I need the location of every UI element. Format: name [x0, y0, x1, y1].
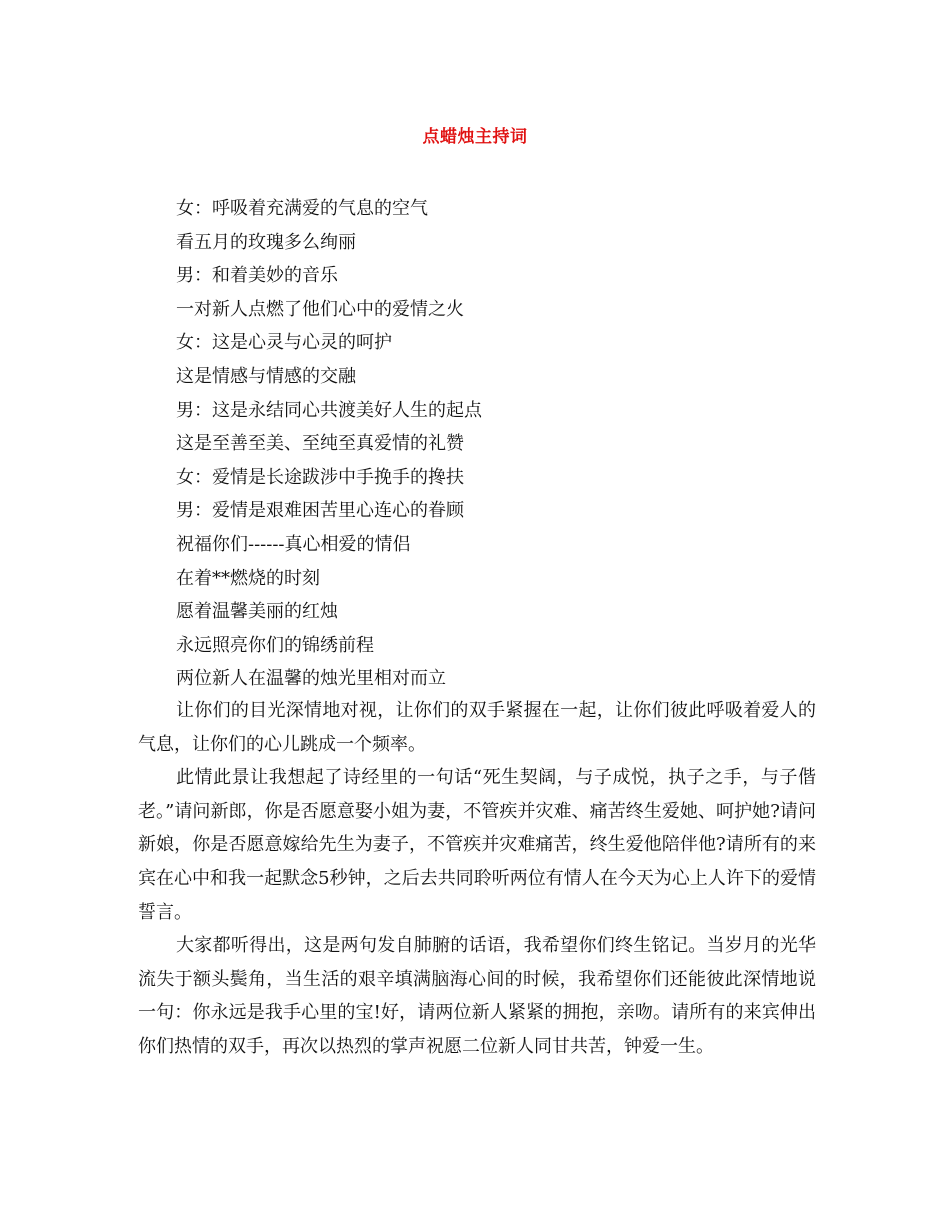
paragraph: 让你们的目光深情地对视，让你们的双手紧握在一起，让你们彼此呼吸着爱人的气息，让你们的心儿跳成一个频率。 — [138, 700, 816, 755]
dialogue-line: 在着**燃烧的时刻 — [176, 567, 320, 589]
dialogue-line: 一对新人点燃了他们心中的爱情之火 — [176, 298, 464, 320]
dialogue-line: 男：和着美妙的音乐 — [176, 265, 338, 287]
dialogue-lines — [176, 192, 816, 696]
dialogue-line: 两位新人在温馨的烛光里相对而立 — [176, 668, 446, 690]
document-title: 点蜡烛主持词 — [422, 127, 528, 147]
dialogue-line: 男：爱情是艰难困苦里心连心的眷顾 — [176, 500, 464, 522]
dialogue-line: 女：呼吸着充满爱的气息的空气 — [176, 198, 428, 219]
dialogue-line: 永远照亮你们的锦绣前程 — [176, 634, 374, 656]
dialogue-line: 看五月的玫瑰多么绚丽 — [176, 231, 356, 253]
dialogue-line: 女：爱情是长途跋涉中手挽手的搀扶 — [176, 466, 464, 488]
body-paragraphs — [138, 694, 816, 1064]
dialogue-line: 祝福你们------真心相爱的情侣 — [176, 533, 411, 555]
dialogue-line: 男：这是永结同心共渡美好人生的起点 — [176, 399, 482, 421]
paragraph: 此情此景让我想起了诗经里的一句话“死生契阔，与子成悦，执子之手，与子偕老。”请问新郎，你是否愿意娶小姐为妻，不管疾并灾难、痛苦终生爱她、呵护她?请问新娘，你是否愿意嫁给先生为妻子，不管疾并灾难痛苦，终生爱他陪伴他?请所有的来宾在心中和我一起默念5秒钟，之后去共同聆听两位有情人在今天为心上人许下的爱情誓言。 — [138, 767, 816, 923]
paragraph: 大家都听得出，这是两句发自肺腑的话语，我希望你们终生铭记。当岁月的光华流失于额头鬓角，当生活的艰辛填满脑海心间的时候，我希望你们还能彼此深情地说一句：你永远是我手心里的宝!好，请两位新人紧紧的拥抱，亲吻。请所有的来宾伸出你们热情的双手，再次以热烈的掌声祝愿二位新人同甘共苦，钟爱一生。 — [138, 935, 816, 1057]
dialogue-line: 愿着温馨美丽的红烛 — [176, 601, 338, 623]
dialogue-line: 女：这是心灵与心灵的呵护 — [176, 332, 392, 354]
dialogue-line: 这是情感与情感的交融 — [176, 365, 356, 387]
dialogue-line: 这是至善至美、至纯至真爱情的礼赞 — [176, 433, 464, 455]
